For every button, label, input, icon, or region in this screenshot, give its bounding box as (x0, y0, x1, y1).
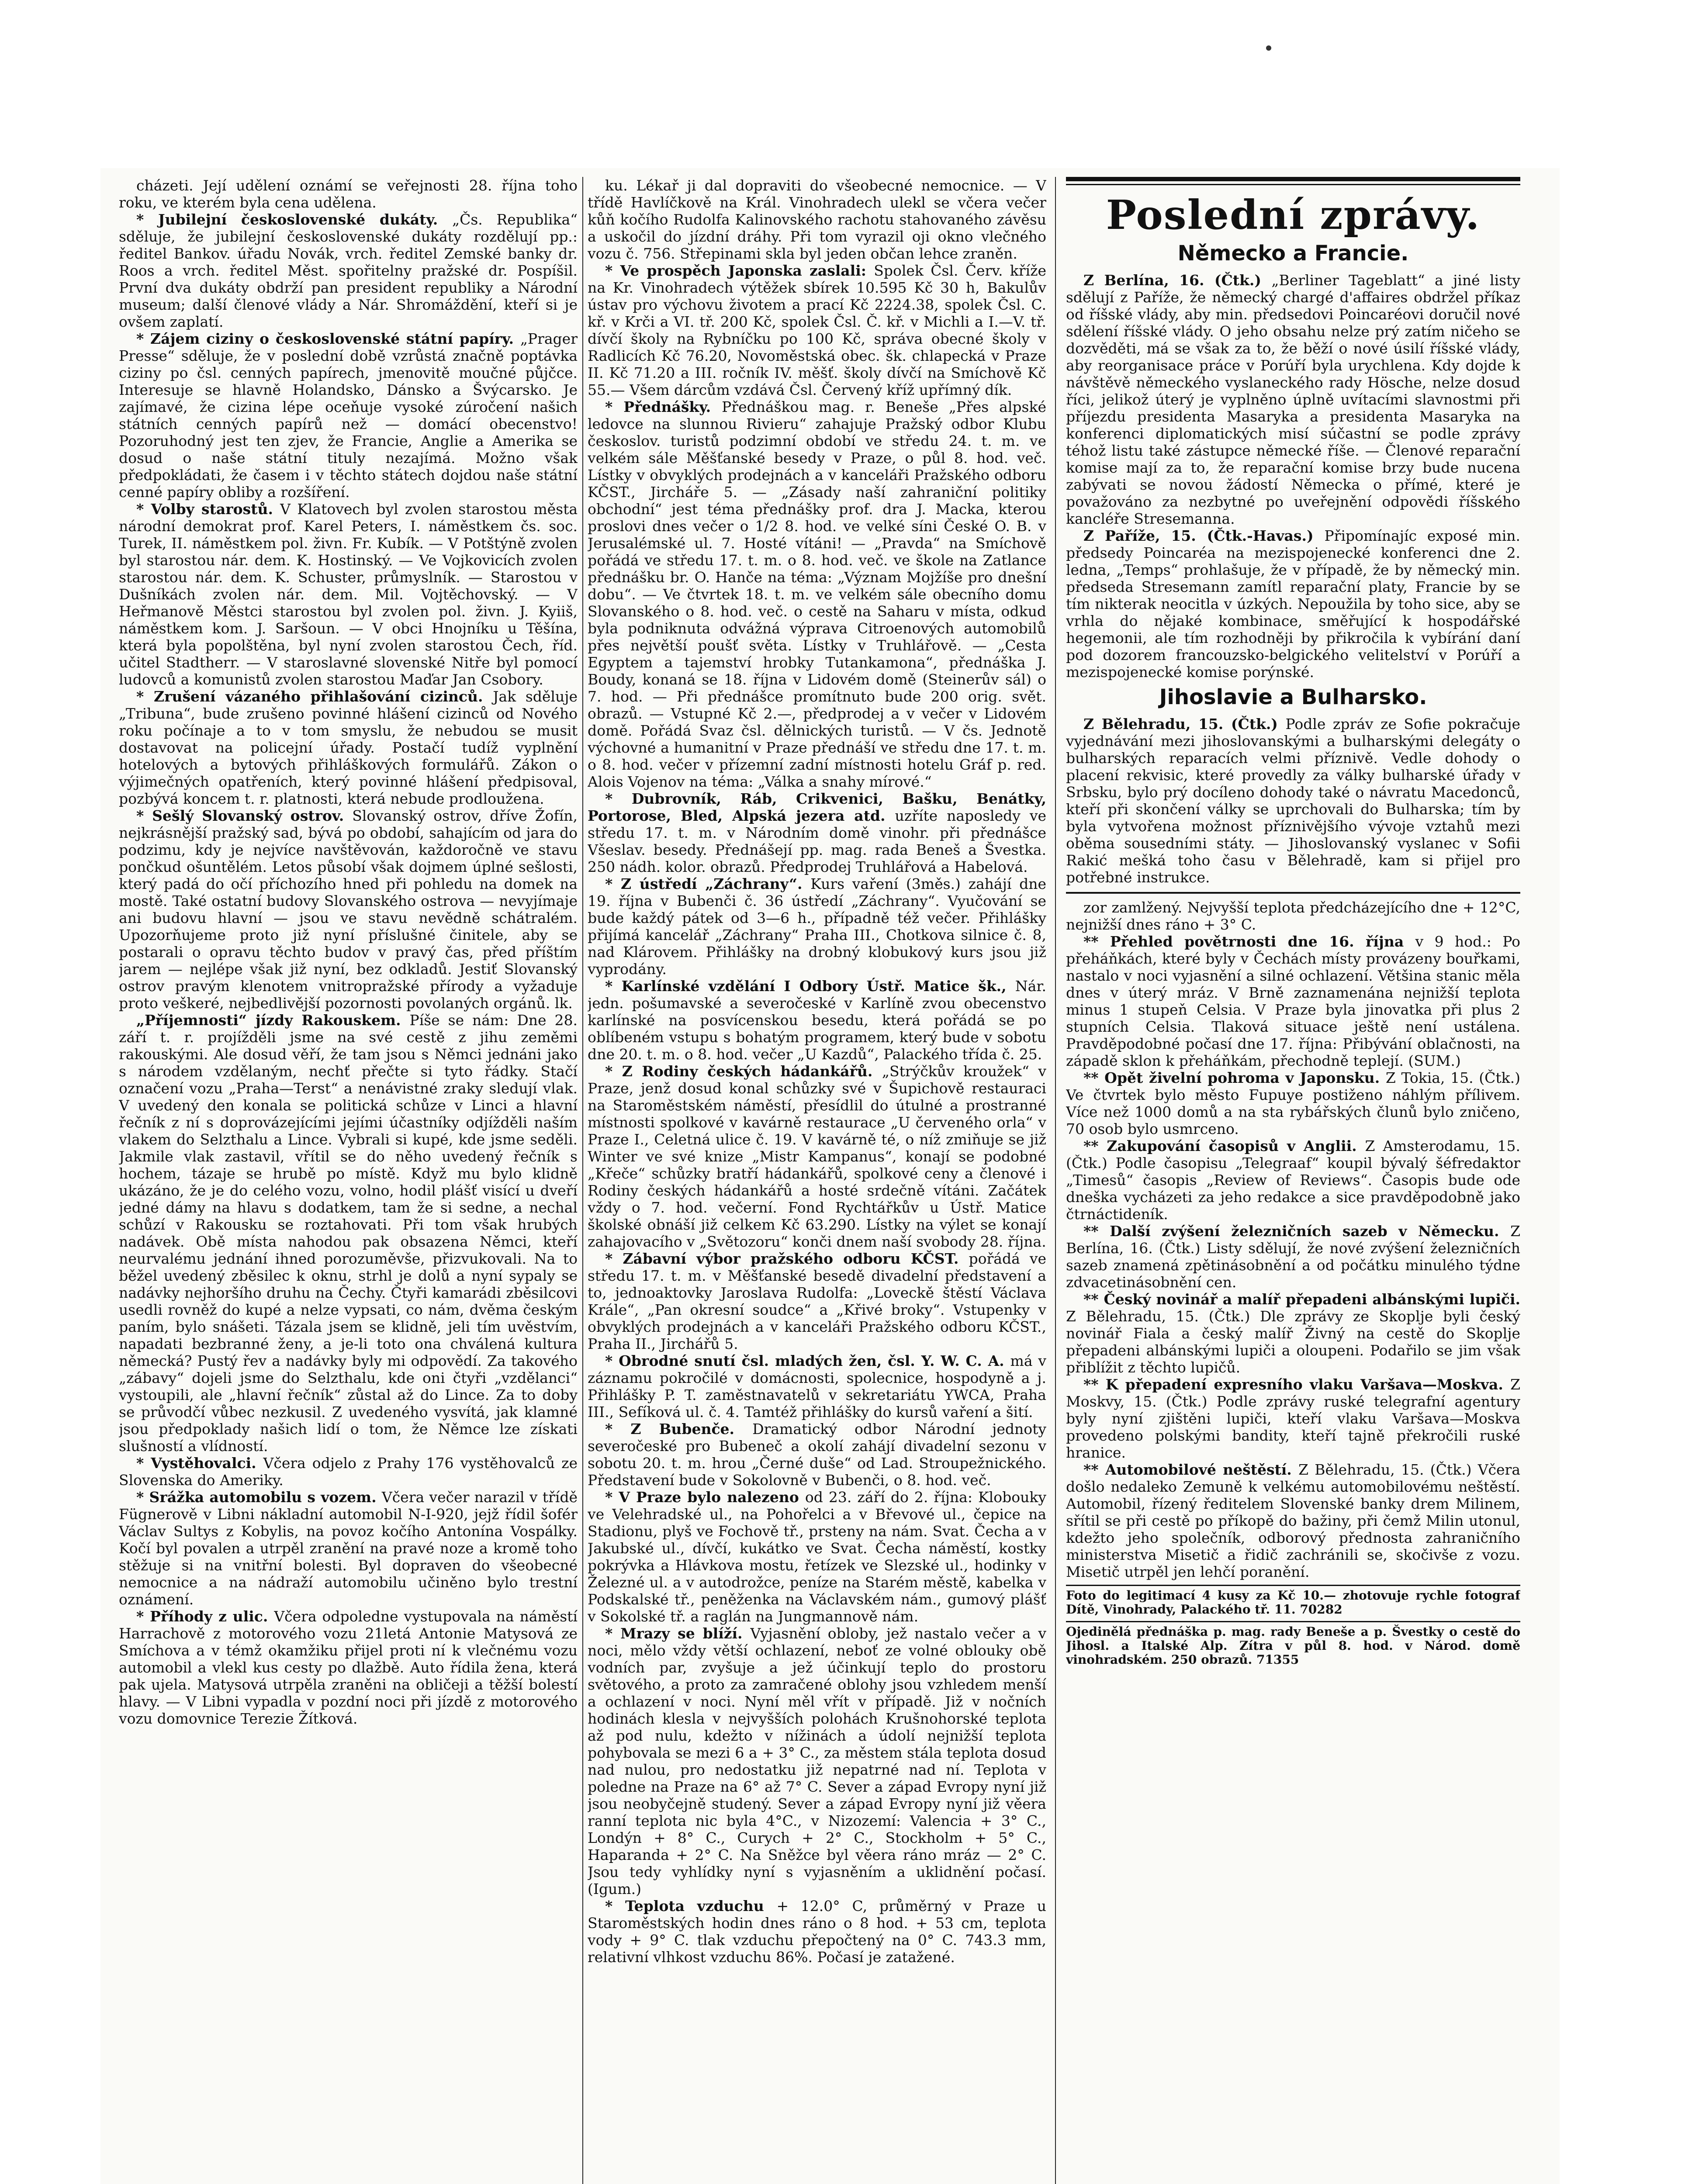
article-text: Z Amsterodamu, 15. (Čtk.) Podle časopisu „Telegraaf“ koupil bývalý šéfredaktor „Timesů“ časopis „Review of Reviews“. Časopis bude ode dneška vycházeti za jeho redakce a sice pravděpodobně jako čtrnáctideník. (1066, 1137, 1520, 1223)
article-heading: * Z ústředí „Záchrany“. (605, 875, 811, 892)
article-heading: ** Český novinář a malíř přepadeni albánskými lupiči. (1083, 1291, 1520, 1308)
news-item-1 (1066, 527, 1520, 681)
ad-photo-studio: Foto do legitimací 4 kusy za Kč 10.— zhotovuje rychle fotograf Dítě, Vinohrady, Palackého tř. 11. 70282 (1066, 1585, 1520, 1617)
article-heading: * Karlínské vzdělání I Odbory Ústř. Matice šk., (605, 978, 1015, 995)
article-heading: „Příjemnosti“ jízdy Rakouskem. (136, 1012, 410, 1029)
article-text: „Čs. Republika“ sděluje, že jubilejní československé dukáty rozdělují pp.: ředitel Bankov. úřadu Novák, vrch. ředitel Zemské banky dr. Roos a vrch. ředitel Měst. spořitelny pražské dr. Pospíšil. První dva dukáty obdrží pan president republiky a Národní museum; další členové vlády a Nár. Shromáždění, kteří si je ovšem zaplatí. (119, 211, 578, 330)
latest-news-headline: Poslední zprávy. (1106, 191, 1481, 238)
ink-dot (1266, 45, 1271, 51)
article-text: Slovanský ostrov, dříve Žofín, nejkrásnější pražský sad, bývá po období, sahajícím od jara do podzimu, kdy je nejvíce navštěvován, každoročně ve stavu pončkud ošuntělém. Letos působí však dojmem úplné sešlosti, který padá do očí příchozího hned při pohledu na domek na mostě. Také ostatní budovy Slovanského ostrova — nevyjímaje ani budovu hlavní — jsou ve stavu nevědně schátralém. Upozorňujeme proto již nyní příslušné činitele, aby se postarali o opravu těchto budov v pravý čas, před příštím jarem — nejlépe však již nyní, bez odkladů. Jestiť Slovanský ostrov pravým klenotem vnitropražské přírody a vyžaduje proto veškeré, nejbedlivější pozornosti povolaných orgánů. lk. (119, 807, 578, 1012)
article-text: v 9 hod.: Po přeháňkách, které byly v Čechách místy provázeny bouřkami, nastalo v noci vyjasnění a silné ochlazení. Většina stanic měla dnes v úterý mráz. V Brně zaznamenána nejnižší teplota minus 1 stupeň Celsia. V Praze byla jinovatka při plus 2 stupních Celsia. Tlaková situace ještě není ustálena. Pravděpodobné počasí dne 17. října: Přibývání oblačnosti, na západě sklon k přeháňkám, přechodně teplejí. (SUM.) (1066, 933, 1520, 1069)
news-item-5 (1066, 1291, 1520, 1376)
article-heading: * Zrušení vázaného přihlašování cizinců. (136, 688, 493, 705)
article-10 (588, 1489, 1046, 1625)
article-heading: * Příhody z ulic. (136, 1608, 274, 1625)
article-1 (588, 262, 1046, 398)
ad-lecture: Ojedinělá přednáška p. mag. rady Beneše a p. Švestky o cestě do Jihosl. a Italské Alp. Zítra v půl 8. hod. v Národ. domě vinohradském. 250 obrazů. 71355 (1066, 1621, 1520, 1667)
article-heading: ** Automobilové neštěstí. (1083, 1461, 1299, 1478)
column-divider-2 (1055, 177, 1056, 2184)
news-item-0 (1066, 715, 1520, 886)
news-item-1 (1066, 933, 1520, 1069)
banner-thick-rule (1066, 177, 1520, 181)
article-heading: Z Bělehradu, 15. (Čtk.) (1083, 715, 1286, 733)
article-text: ku. Lékař ji dal dopraviti do všeobecné nemocnice. — V třídě Havlíčkově na Král. Vinohradech ulekl se včera večer kůň kočího Rudolfa Kalinovského rachotu stahovaného závěsu a uskočil do jízdní dráhy. Při tom vyrazil oji okno vlečného vozu č. 756. Střepinami skla byl jeden občan lehce zraněn. (588, 177, 1046, 262)
article-text: Z Bělehradu, 15. (Čtk.) Dle zprávy ze Skoplje byli český novinář Fiala a český malíř Živný na cestě do Skoplje přepadeni albánskými lupiči a oloupeni. Podařilo se jim však přiblížit z těchto lupičů. (1066, 1308, 1520, 1376)
article-text: + 12.0° C, průměrný v Praze u Staroměstských hodin dnes ráno o 8 hod. + 53 cm, teplota vody + 9° C. tlak vzduchu přepočtený na 0° C. 743.3 mm, relativní vlhkost vzduchu 86%. Počasí je zatažené. (588, 1897, 1046, 1966)
article-11 (588, 1625, 1046, 1897)
article-4 (119, 688, 578, 807)
section-misc-news (1066, 899, 1520, 1580)
article-heading: * Obrodné snutí čsl. mladých žen, čsl. Y. W. C. A. (605, 1352, 1010, 1369)
article-text: Včera odpoledne vystupovala na náměstí Harrachově z motorového vozu 21letá Antonie Matysová ze Smíchova a v témž okamžiku přijel proti ní k vlečnému vozu automobil a vlekl kus cesty po dlažbě. Auto řídila žena, která pak ujela. Matysová utrpěla zraněni na obličeji a těžší bolestí hlavy. — V Libni vypadla v pozdní noci při jízdě z motorového vozu domovnice Terezie Žítková. (119, 1608, 578, 1727)
section-title-germany-france: Německo a Francie. (1177, 241, 1409, 266)
article-heading: * Sešlý Slovanský ostrov. (136, 807, 353, 824)
article-3 (119, 501, 578, 688)
article-2 (119, 330, 578, 501)
article-7 (588, 1250, 1046, 1352)
article-3 (588, 790, 1046, 875)
article-heading: * Mrazy se blíží. (605, 1625, 751, 1642)
article-text: pořádá ve středu 17. t. m. v Měšťanské besedě divadelní představení a to, jednoaktovky Jaroslava Rudolfa: „Loveckě štěstí Václava Krále“, „Pan okresní soudce“ a „Křivé broky“. Vstupenky v obvyklých prodejnách a v kanceláři Pražského odboru KČST., Praha II., Jirchářů 5. (588, 1250, 1046, 1352)
article-text: Z Berlína, 16. (Čtk.) Listy sdělují, že nové zvýšení železničních sazeb znamená zpětinásobnění a od počátku minulého týdne zdvacetinásobnění cen. (1066, 1223, 1520, 1291)
article-heading: * Dubrovník, Ráb, Crikvenici, Bašku, Benátky, Portorose, Bled, Alpská jezera atd. (588, 790, 1046, 824)
article-text: Včera večer narazil v třídě Fügnerově v Libni nákladní automobil N-I-920, jejž řídil šofér Václav Sultys z Kobylis, na povoz kočího Antonína Vospálky. Kočí byl povalen a utrpěl zranění na pravé noze a kromě toho stěžuje si na vnitřní bolesti. Byl dopraven do všeobecné nemocnice a na nádraží automobilu učiněno bylo trestní oznámení. (119, 1489, 578, 1608)
column-divider-1 (582, 177, 583, 2184)
article-4 (588, 875, 1046, 978)
article-text: Spolek Čsl. Červ. kříže na Kr. Vinohradech výtěžek sbírek 10.595 Kč 30 h, Bakulův ústav pro výchovu životem a prací Kč 2224.38, spolek Čsl. C. kř. v Krči a VI. tř. 200 Kč, spolek Čsl. Č. kř. v Michli a I.—V. tř. dívčí školy na Rybníčku po 100 Kč, správa obecné školy v Radlicích Kč 76.20, Novoměstská obec. šk. chlapecká v Praze II. Kč 71.20 a III. ročník IV. měšť. školy dívčí na Smíchově Kč 55.— Všem dárcům vzdává Čsl. Červený kříž upřímný dík. (588, 262, 1046, 398)
article-heading: ** Opět živelní pohroma v Japonsku. (1083, 1069, 1386, 1086)
article-heading: * Z Rodiny českých hádankářů. (605, 1063, 882, 1080)
news-item-6 (1066, 1376, 1520, 1461)
article-heading: ** Zakupování časopisů v Anglii. (1083, 1137, 1365, 1154)
article-text: V Klatovech byl zvolen starostou města národní demokrat prof. Karel Peters, I. náměstkem čs. soc. Turek, II. náměstkem pol. živn. Fr. Kubík. — V Potštýně zvolen byl starostou nár. dem. K. Hostinský. — Ve Vojkovicích zvolen starostou nár. dem. K. Schuster, průmyslník. — Starostou v Dušníkách zvolen nár. dem. Mil. Vojtěchovský. — V Heřmanově Městci starostou byl zvolen pol. živn. J. Kyiiš, náměstkem kom. J. Saršoun. — V obci Hnojníku u Těšína, která byla popolštěna, byl nyní zvolen starostou Čech, říd. učitel Stadtherr. — V staroslavné slovenské Nitře byl pomocí ludovců a komunistů zvolen starostou Maďar Jan Csobory. (119, 501, 578, 688)
column-2 (588, 177, 1046, 2184)
article-0 (588, 177, 1046, 262)
article-text: Jak sděluje „Tribuna“, bude zrušeno povinné hlášení cizinců od Nového roku počínaje a to v tom smyslu, že nebudou se musit dostavovat na policejní úřady. Postačí tudíž vyplnění hotelových a bytových přihláškových formulářů. Zákon o výjimečných opatřeních, který povinné hlášení předpisoval, pozbývá koncem t. r. platnosti, která nebude prodloužena. (119, 688, 578, 807)
section-title-yugoslavia-bulgaria: Jihoslavie a Bulharsko. (1159, 685, 1427, 709)
article-text: cházeti. Její udělení oznámí se veřejnosti 28. října toho roku, ve kterém byla cena udělena. (119, 177, 578, 211)
article-heading: * Teplota vzduchu (605, 1897, 777, 1914)
article-text: „Prager Presse“ sděluje, že v poslední době vzrůstá značně poptávka ciziny po čsl. cenných papírech, jmenovitě moučné půjčce. Interesuje se hlavně Holandsko, Dánsko a Švýcarsko. Je zajímavé, že cizina lépe oceňuje vysoké zúročení našich státních cenných papírů než — domácí obecenstvo! Pozoruhodný jest ten zjev, že Francie, Anglie a Amerika se dosud o naše státní tituly nezajímá. Možno však předpokládati, že časem i v těchto státech dojdou naše státní cenné papíry obliby a rozšíření. (119, 330, 578, 501)
article-9 (119, 1608, 578, 1727)
article-text: zor zamlžený. Nejvyšší teplota předcházejícího dne + 12°C, nejnižší dnes ráno + 3° C. (1066, 899, 1520, 933)
article-text: Z Moskvy, 15. (Čtk.) Podle zprávy ruské telegrafní agentury byly nyní zjištěni lupiči, kteří vlaku Varšava—Moskva provedeno polskými bandity, kteří tajně překročili ruské hranice. (1066, 1376, 1520, 1461)
column-1 (119, 177, 578, 2184)
article-text: „Berliner Tageblatt“ a jiné listy sdělují z Paříže, že německý chargé d'affaires obdržel příkaz od říšské vlády, aby min. předsedovi Poincaréovi doručil nové sdělení říšské vlády. O jeho obsahu nelze prý zatím ničeho se dozvěděti, má se však za to, že běží o nové úsilí říšské vlády, aby reorganisace práce v Porúří byla urychlena. Kdy dojde k návštěvě německého vyslaneckého rady Hösche, nelze dosud říci, jelikož úterý je vyplněno úplně uvítacími slavnostmi při příjezdu presidenta Masaryka a presidenta Masaryka na konferenci diplomatických misí súčastní se podle zprávy téhož listu také zástupce německé říše. — Členové reparační komise mají za to, že reparační komise brzy bude nucena zabývati se novou žádostí Německa o přímé, které je považováno za nezbytné po uveřejnění odpovědi říšského kancléře Stresemanna. (1066, 272, 1520, 527)
article-heading: * Srážka automobilu s vozem. (136, 1489, 382, 1506)
article-1 (119, 211, 578, 330)
article-heading: * Ve prospěch Japonska zaslali: (605, 262, 874, 279)
article-0 (119, 177, 578, 211)
banner-thin-rule (1066, 184, 1520, 185)
article-text: Dramatický odbor Národní jednoty severočeské pro Bubeneč a okolí zahájí divadelní sezonu v sobotu 20. t. m. hrou „Černé duše“ od Lad. Stroupežnického. Představení bude v Sokolovně v Bubenči, o 8. hod. več. (588, 1420, 1046, 1489)
article-text: Podle zpráv ze Sofie pokračuje vyjednávání mezi jihoslovanskými a bulharskými delegáty o bulharských reparacích velmi příznivě. Vedle dohody o placení rekvisic, které provedly za války bulharské úřady v Srbsku, bylo prý docíleno dohody také o návratu Macedonců, kteří při skončení války se uprchovali do Bulharska; tím by byla vytvořena možnost příznivějšího vývoje vztahů mezi oběma sousedními státy. — Jihoslovanský vyslanec v Sofii Rakić mešká toho času v Bělehradě, kam si přijel pro potřebné instrukce. (1066, 715, 1520, 886)
article-7 (119, 1455, 578, 1489)
article-8 (119, 1489, 578, 1608)
article-5 (588, 978, 1046, 1063)
article-heading: ** Další zvýšení železničních sazeb v Německu. (1083, 1223, 1511, 1240)
article-text: Nár. jedn. pošumavské a severočeské v Karlíně zvou obecenstvo karlínské na posvícenskou besedu, která pořádá se po oblíbeném vstupu s bohatým programem, který bude v sobotu dne 20. t. m. o 8. hod. večer „U Kazdů“, Palackého třída č. 25. (588, 978, 1046, 1063)
article-heading: * Vystěhovalci. (136, 1455, 263, 1472)
article-heading: ** K přepadení expresního vlaku Varšava—Moskva. (1083, 1376, 1511, 1393)
article-heading: * Zájem ciziny o československé státní papíry. (136, 330, 520, 347)
article-heading: Z Berlína, 16. (Čtk.) (1083, 272, 1272, 289)
article-5 (119, 807, 578, 1012)
article-text: Z Tokia, 15. (Čtk.) Ve čtvrtek bylo město Fupuye postiženo náhlým přílivem. Více než 1000 domů a na sta rybářských člunů bylo zničeno, 70 osob bylo usmrceno. (1066, 1069, 1520, 1137)
article-text: od 23. září do 2. října: Klobouky ve Velehradské ul., na Pohořelci a v Břevové ul., čepice na Stadionu, plyš ve Fochově tř., prsteny na nám. Svat. Čecha a v Jakubské ul., dívčí, kukátko ve Svat. Čecha náměstí, kostky pokrývka a Hlávkova mostu, řetízek ve Slezské ul., hodinky v Železné ul. a v autodrožce, peníze na Starém městě, kabelka v Podskalské tř., peněženka na Václavském nám., gumový plášť v Sokolské tř. a raglán na Jungmannově nám. (588, 1489, 1046, 1625)
news-item-7 (1066, 1461, 1520, 1580)
section-germany-france (1066, 272, 1520, 681)
article-heading: Z Paříže, 15. (Čtk.-Havas.) (1083, 527, 1325, 544)
article-text: Přednáškou mag. r. Beneše „Přes alpské ledovce na slunnou Rivieru“ zahajuje Pražský odbor Klubu českoslov. turistů podzimní období ve středu 24. t. m. ve velkém sále Měšťanské besedy v Praze, o půl 8. hod. več. Lístky v obvyklých prodejnách a v kanceláři Pražského odboru KČST., Jircháře 5. — „Zásady naší zahraniční politiky obchodní“ jest téma přednášky prof. dra J. Macka, kterou proslovi dnes večer o 1/2 8. hod. ve velké síni České O. B. v Jerusalémské ul. 7. Hosté vítáni! — „Pravda“ na Smíchově pořádá ve středu 17. t. m. o 8. hod. več. ve škole na Zatlance přednášku br. O. Hanče na téma: „Význam Mojžíše pro dnešní dobu“. — Ve čtvrtek 18. t. m. ve velkém sále obecního domu Slovanského o 8. hod. več. o cestě na Saharu v místa, odkud byla podniknuta odvážná výprava Citroenových automobilů přes největší poušť světa. Lístky v Truhlářově. — „Cesta Egyptem a tajemství hrobky Tutankamona“, přednáška J. Boudy, konaná se 18. října v Lidovém domě (Steinerův sál) o 7. hod. — Při přednášce promítnuto bude 200 orig. svět. obrazů. — Vstupné Kč 2.—, předprodej a v večer v Lidovém domě. Pořádá Svaz čsl. dělnických turistů. — V čs. Jednotě výchovné a humanitní v Praze přednáší ve středu dne 17. t. m. o 8. hod. večer v přízemní zadní místnosti hotelu Gráf p. red. Alois Vojenov na téma: „Válka a snahy mírové.“ (588, 398, 1046, 790)
article-heading: * Volby starostů. (136, 501, 280, 518)
article-text: Vyjasnění obloby, jež nastalo večer a v noci, mělo vždy větší ochlazení, neboť ze volné oblouky obě vodních par, zvyšuje a jež účinkují teplo do prostoru světového, a proto za zamračené oblohy jsou vzhledem menší a ochlazení v noci. Nyní měl vřít v případě. Již v nočních hodinách klesla v nejvyšších polohách Krušnohorské teplota až pod nulu, kdežto v nížinách a údolí nejnižší teplota pohybovala se mezi 6 a + 3° C., za městem stála teplota dosud nad nulou, pro nedostatku již nepatrné nad ní. Teplota v poledne na Praze na 6° až 7° C. Sever a západ Evropy nyní již jsou neobyčejně studený. Sever a západ Evropy nyní již věera ranní teplota nic byla 4°C., v Nizozemí: Valencia + 3° C., Londýn + 8° C., Curych + 2° C., Stockholm + 5° C., Haparanda + 2° C. Na Sněžce byl věera ráno mráz — 2° C. Jsou tedy vyhlídky nyní s vyjasněním a uklidnění počasí. (Igum.) (588, 1625, 1046, 1897)
article-heading: * Přednášky. (605, 398, 722, 415)
article-text: „Strýčkův kroužek“ v Praze, jenž dosud konal schůzky své v Šupichově restauraci na Staroměstském náměstí, přesídlil do útulné a prostranné místnosti spolkové v kavárně restaurace „U červeného orla“ v Praze I., Celetná ulice č. 19. V kavárně té, o níž zmiňuje se již Winter ve své knize „Mistr Kampanus“, konají se podobné „Křeče“ schůzky bratří hádankářů, spolkové ceny a členové i Rodiny českých hádankářů a hosté srdečně vítáni. Začátek vždy o 7. hod. večerní. Fond Rychtářkův u Ústř. Matice školské obnáší již celkem Kč 63.290. Lístky na výlet se konají zahajovacího v „Světozoru“ konči dnem naší svobody 28. října. (588, 1063, 1046, 1250)
article-2 (588, 398, 1046, 790)
news-item-0 (1066, 272, 1520, 527)
section-yugoslavia-bulgaria (1066, 715, 1520, 886)
article-heading: * Zábavní výbor pražského odboru KČST. (605, 1250, 969, 1267)
article-12 (588, 1897, 1046, 1966)
article-text: Z Bělehradu, 15. (Čtk.) Včera došlo nedaleko Zemuně k velkému automobilovému neštěstí. Automobil, řízený ředitelem Slovenské banky drem Milinem, sřítil se při cestě po příkopě do bažiny, při čemž Milin utonul, kdežto jeho společník, odborový přednosta zahraničního ministerstva Misetič a řidič zachránili se, skočivše z vozu. Misetič utrpěl jen lehčí poranění. (1066, 1461, 1520, 1580)
article-text: Připomínajíc exposé min. předsedy Poincaréa na mezispojenecké konferenci dne 2. ledna, „Temps“ prohlašuje, že v případě, že by německý min. předseda Stresemann zamítl reparační platy, Francie by se tím nikterak neocitla v úzkých. Nepoužila by toho sice, aby se vrhla do nějaké kombinace, směřující k hospodářské hegemonii, ale tím rozhodněji by přikročila k vybírání daní pod dozorem francouzsko-belgického velitelství v Porúří a mezispojenecké komise porýnské. (1066, 527, 1520, 681)
section-divider-rule (1066, 892, 1520, 894)
article-text: Včera odjelo z Prahy 176 vystěhovalců ze Slovenska do Ameriky. (119, 1455, 578, 1489)
article-9 (588, 1420, 1046, 1489)
column-3-latest-news (1066, 177, 1520, 2184)
article-6 (119, 1012, 578, 1455)
article-heading: ** Přehled povětrnosti dne 16. října (1083, 933, 1415, 950)
article-text: má v záznamu pokročilé v domácnosti, spolecnice, hospodyně a j. Přihlášky P. T. zaměstnavatelů v sekretariátu YWCA, Praha III., Sefíková ul. č. 4. Tamtéž přihlášky do kursů vaření a šití. (588, 1352, 1046, 1420)
news-item-4 (1066, 1223, 1520, 1291)
article-6 (588, 1063, 1046, 1250)
news-item-2 (1066, 1069, 1520, 1137)
article-text: Píše se nám: Dne 28. září t. r. projížděli jsme na své cestě z jihu zeměmi rakouskými. Ale dosud věří, že tam jsou s Němci jednáni jako s národem vzdělaným, nechť přečte si tyto řádky. Stačí označení vozu „Praha—Terst“ a nenávistné zraky sledují vlak. V uvedený den konala se politická schůze v Linci a hlavní řečník z ní s doprovázejícími jejími účastníky odjížděli naším vlakem do Selzthalu a Lince. Vybrali si kupé, kde jsme seděli. Jakmile vlak zastavil, vřítil se do něho uvedený řečník s hochem, tázaje se hrubě po místě. Když mu bylo klidně ukázáno, že je do celého vozu, volno, hodil plášť visící u dveří jedné dámy na hlavu s dodatkem, tam že si sedne, a nechal schůzí v Rakousku se roztahovati. Při tom však hrubých nadávek. Obě místa nahodou pak obsazena Němci, kteří neurvalému jednání ihned porozuměvše, přizvukovali. Na to běžel uvedený zběsilec k oknu, strhl je dolů a nyní sypaly se nadávky nejhoršího druhu na Čechy. Čtyři kamarádi zběsilcovi usedli rovněž do kupé a nelze vypsati, co nám, dvěma českým paním, bylo snášeti. Tázala jsem se klidně, jeli tím uvěstvím, napadati bezbranné ženy, a je-li toto ona chválená kultura německá? Pustý řev a nadávky byly mi odpovědí. Za takového „zábavy“ dojeli jsme do Selzthalu, kde oni čtyři „vzdělanci“ vystoupili, ale „hlavní řečník“ zůstal až do Lince. Za to doby se průvodčí vůbec nezkusil. Z uvedeného vysvítá, jak klamné jsou předpoklady našich lidí o tom, že Němce lze získati slušností a vlídností. (119, 1012, 578, 1455)
article-text: Kurs vaření (3měs.) zahájí dne 19. října v Bubenči č. 36 ústředí „Záchrany“. Vyučování se bude každý pátek od 3—6 h., případně též večer. Přihlášky přijímá kancelář „Záchrany“ Praha III., Chotkova silnice č. 8, nad Klárovem. Přihlášky na drobný klobukový kurs jsou již vyprodány. (588, 875, 1046, 978)
news-item-3 (1066, 1137, 1520, 1223)
news-item-0 (1066, 899, 1520, 933)
article-heading: * Jubilejní československé dukáty. (136, 211, 452, 228)
article-8 (588, 1352, 1046, 1420)
article-heading: * V Praze bylo nalezeno (605, 1489, 805, 1506)
article-text: uzříte naposledy ve středu 17. t. m. v Národním domě vinohr. při přednášce Všeslav. besedy. Přednášejí pp. mag. rada Beneš a Švestka. 250 nádh. kolor. obrazů. Předprodej Truhlářová a Habelová. (588, 807, 1046, 875)
article-heading: * Z Bubenče. (605, 1420, 753, 1438)
